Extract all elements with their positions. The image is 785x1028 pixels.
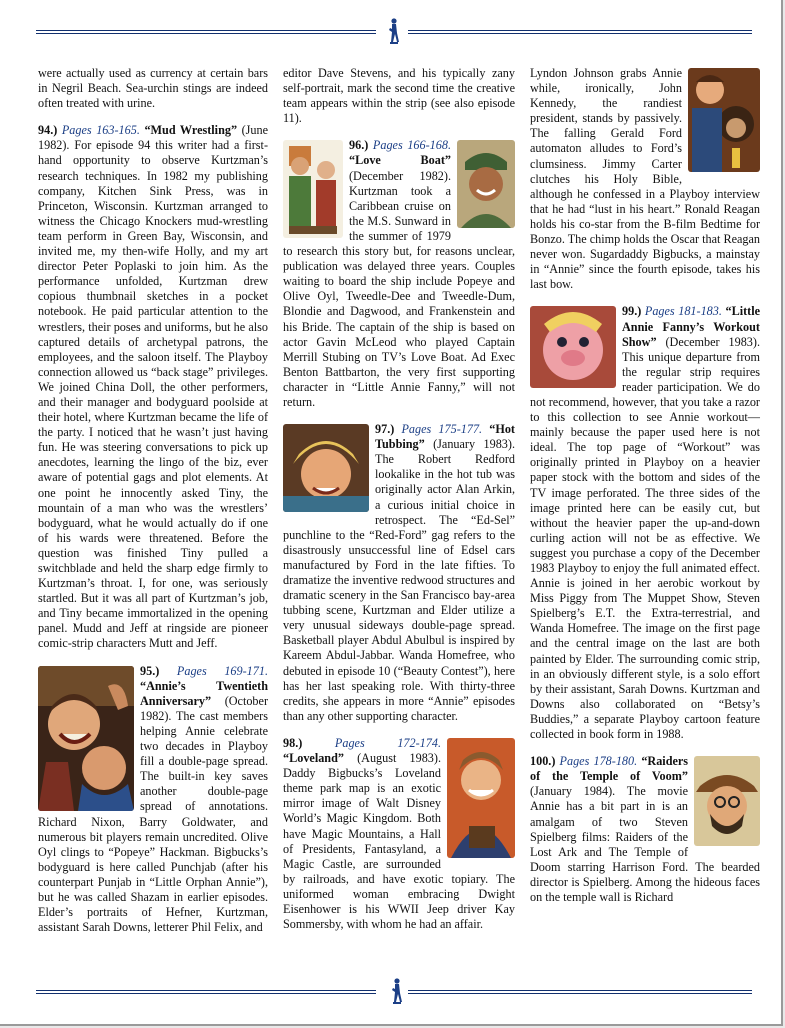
page-range: Pages 163-165. xyxy=(61,123,140,138)
intro-text: Lyndon Johnson grabs Annie while, ironically, John Kennedy, the randiest president, stands by passively. The falling Gerald Ford automaton alludes to Ford’s clumsiness. Jimmy Carter clutches his Holy Bible, although he confessed in a Playboy interview that he had “lust in his heart.” Ronald Reagan holds his co-star from the B-film Bedtime for Bonzo. The chimp holds the Oscar that Reagan never won. Sugardaddy Bigbucks, a mainstay in “Annie” since the fourth episode, takes his last bow. xyxy=(530,66,760,292)
episode-number: 99.) xyxy=(622,304,642,319)
column-middle xyxy=(283,66,515,944)
episode-title: “Annie’s Twentieth Anniversary” xyxy=(140,678,268,708)
episode-98 xyxy=(283,736,515,932)
footer-rule-left xyxy=(36,990,376,994)
running-figure-icon xyxy=(389,978,403,1008)
episode-95 xyxy=(38,664,268,936)
captain-illustration xyxy=(457,140,515,228)
episode-99 xyxy=(530,304,760,742)
episode-body: (December 1983). This unique departure from the regular strip requires reader participation. We do not recommend, however, that you take a razor to this collection to see Annie workout—mainly because the paper used here is not ideal. The top page of “Workout” was originally printed in Playboy on a heavier paper stock with the bottom and sides of the TV image perforated. The three sides of the image printed here can be easily cut, but without the heavier paper the up-and-down curling action will not be as effective. We suggest you purchase a copy of the December 1983 Playboy to enjoy the full animated effect. Annie is joined in her aerobic workout by Miss Piggy from The Muppet Show, Steven Spielberg’s E.T. the Extra-terrestrial, and Wanda Homefree. The image on the first page and the central image on the last are both painted by Elder. The surrounding comic strip, in an obviously different style, is a solo effort by their assistant, Sarah Downs. Kurtzman and Downs also collaborated on “Betsy’s Buddies,” a separate Playboy cartoon feature collected in book form in 1988. xyxy=(530,334,760,742)
header-rule-right xyxy=(408,30,752,34)
episode-body: (August 1983). Daddy Bigbucks’s Loveland theme park map is an exotic mirror image of Walt Disney World’s Magic Kingdom. Both have Magic Mountains, a Hall of Presidents, Fantasyland, a Magic Castle, are surrounded by railroads, and have exotic topiary. The uniformed woman embracing Dwight Eisenhower is his WWII Jeep driver Kay Sommersby, with whom he had an affair. xyxy=(283,751,515,932)
footer-rule-right xyxy=(408,990,752,994)
page-range: Pages 178-180. xyxy=(559,754,638,769)
episode-body: (January 1984). The movie Annie has a bit part in is an amalgam of two Steven Spielberg films: Raiders of the Lost Ark and The Temple of Doom starring Harrison Ford. The bearded director is Spielberg. Among the hideous faces on the temple wall is Richard xyxy=(530,784,760,904)
episode-97 xyxy=(283,422,515,724)
miss-piggy-illustration xyxy=(530,306,616,388)
episode-number: 96.) xyxy=(349,138,369,153)
episode-body: (June 1982). For episode 94 this writer had a first-hand opportunity to observe Kurtzman’s research techniques. In 1982 my publishing company, Kitchen Sink Press, was in Princeton, Wisconsin. Kurtzman arranged to witness the Chicago Knockers mud-wrestling team perform in Green Bay, Wisconsin, and invited me, my then-wife Holly, and my art director Peter Poplaski to join him. As the performance unfolded, Kurtzman drew copious thumbnail sketches in a pocket notebook. He paid particular attention to the wrestlers, their poses and uniforms, but he also captured details of archetypal patrons, the employees, and the saloon itself. The Playboy connection allowed us “back stage” privileges. We joined China Doll, the other performers, and their manager and bodyguard poolside at their hotel, where Kurtzman became the life of the party. I noticed that he wasn’t just having fun. He was steering conversations to pick up anecdotes, learning the lingo of the biz, ever aware of potential gags and plot elements. At one point he innocently asked Tiny, the mountain of a man who was the wrestlers’ bodyguard, what he would actually do if one of his wards were threatened. Before the question was finished Tiny pulled a switchblade and held the sharp edge firmly to Kurtzman’s throat. I, for one, was seriously startled. But it was all part of Kurtzman’s job, and Tiny became immortalized in the opening panel. Mudd and Jeff at ringside are pioneer comic-strip characters Mutt and Jeff. xyxy=(38,123,269,651)
episode-body: (January 1983). The Robert Redford lookalike in the hot tub was originally actor Alan Arkin, a curious initial choice in retrospect. The “Ed-Sel” punchline to the “Red-Ford” gag refers to the disastrously unsuccessful line of Edsel cars manufactured by Ford in the late fifties. To dramatize the inventive redwood structures and dramatic scenery in the San Francisco bay-area tubbing scene, Kurtzman and Elder utilize a very unusual sideways double-page spread. Basketball player Abdul Abulbul is inspired by Kareem Abdul-Jabbar. Wanda Homefree, who debuted in episode 10 (“Beauty Contest”), here has her last speaking role. With thirty-three credits, she appears in more “Annie” episodes than any other supporting character. xyxy=(283,437,515,723)
episode-title: “Little Annie Fanny’s Workout Show” xyxy=(622,304,761,349)
intro-paragraph: were actually used as currency at certain bars in Negril Beach. Sea-urchin stings are indeed often treated with urine. xyxy=(38,66,268,111)
episode-title: “Loveland” xyxy=(283,751,344,766)
column-right xyxy=(530,66,760,917)
episode-title: “Hot Tubbing” xyxy=(375,422,515,452)
couple-illustration xyxy=(283,140,343,238)
episode-title: “Mud Wrestling” xyxy=(144,123,238,138)
episode-body: (December 1982). Kurtzman took a Caribbean cruise on the M.S. Sunward in the summer of 1979 to research this story but, for reasons unclear, publication was delayed three years. Couples waiting to board the ship include Popeye and Olive Oyl, Tweedle-Dee and Tweedle-Dum, Blondie and Dagwood, and Frankenstein and his Bride. The captain of the ship is based on actor Gavin McLeod who played Captain Merrill Stubing on TV’s Love Boat. Ad Exec Benton Battbarton, the very first supporting character in “Little Annie Fanny,” will not return. xyxy=(283,168,515,409)
page-range: Pages 181-183. xyxy=(644,304,722,319)
episode-96 xyxy=(283,138,515,410)
page-range: Pages 169-171. xyxy=(176,663,268,678)
episode-title: “Raiders of the Temple of Voom” xyxy=(530,754,689,784)
running-figure-icon xyxy=(386,18,400,48)
intro-paragraph xyxy=(530,66,760,292)
carter-illustration xyxy=(447,738,515,858)
page-range: Pages 166-168. xyxy=(372,138,451,153)
page-range: Pages 175-177. xyxy=(401,422,483,437)
episode-title: “Love Boat” xyxy=(349,153,451,168)
episode-number: 95.) xyxy=(140,663,160,678)
intro-paragraph: editor Dave Stevens, and his typically zany self-portrait, mark the second time the creative team appears within the strip (see also episode 11). xyxy=(283,66,515,126)
redford-illustration xyxy=(283,424,369,512)
header-rule-left xyxy=(36,30,376,34)
page-range: Pages 172-174. xyxy=(334,735,441,750)
column-left xyxy=(38,66,268,947)
reagan-chimp-illustration xyxy=(688,68,760,172)
episode-number: 94.) xyxy=(38,123,58,138)
episode-body: (October 1982). The cast members helping Annie celebrate two decades in Playboy fill a double-page spread. The built-in key saves another double-page spread of annotations. Richard Nixon, Barry Goldwater, and numerous bit players remain uncredited. Olive Oyl clings to “Popeye” Hackman. Bigbucks’s bodyguard is here called Punchjab (after his counterpart Punjab in “Little Orphan Annie”), but he was called Shazam in earlier episodes. Elder’s portraits of Hefner, Kurtzman, assistant Sarah Downs, letterer Phil Felix, and xyxy=(38,693,268,935)
episode-number: 98.) xyxy=(283,735,303,750)
cast-portrait-illustration xyxy=(38,666,134,811)
episode-94 xyxy=(38,123,268,651)
episode-number: 100.) xyxy=(530,754,556,769)
episode-100 xyxy=(530,754,760,905)
episode-number: 97.) xyxy=(375,422,395,437)
spielberg-illustration xyxy=(694,756,760,846)
